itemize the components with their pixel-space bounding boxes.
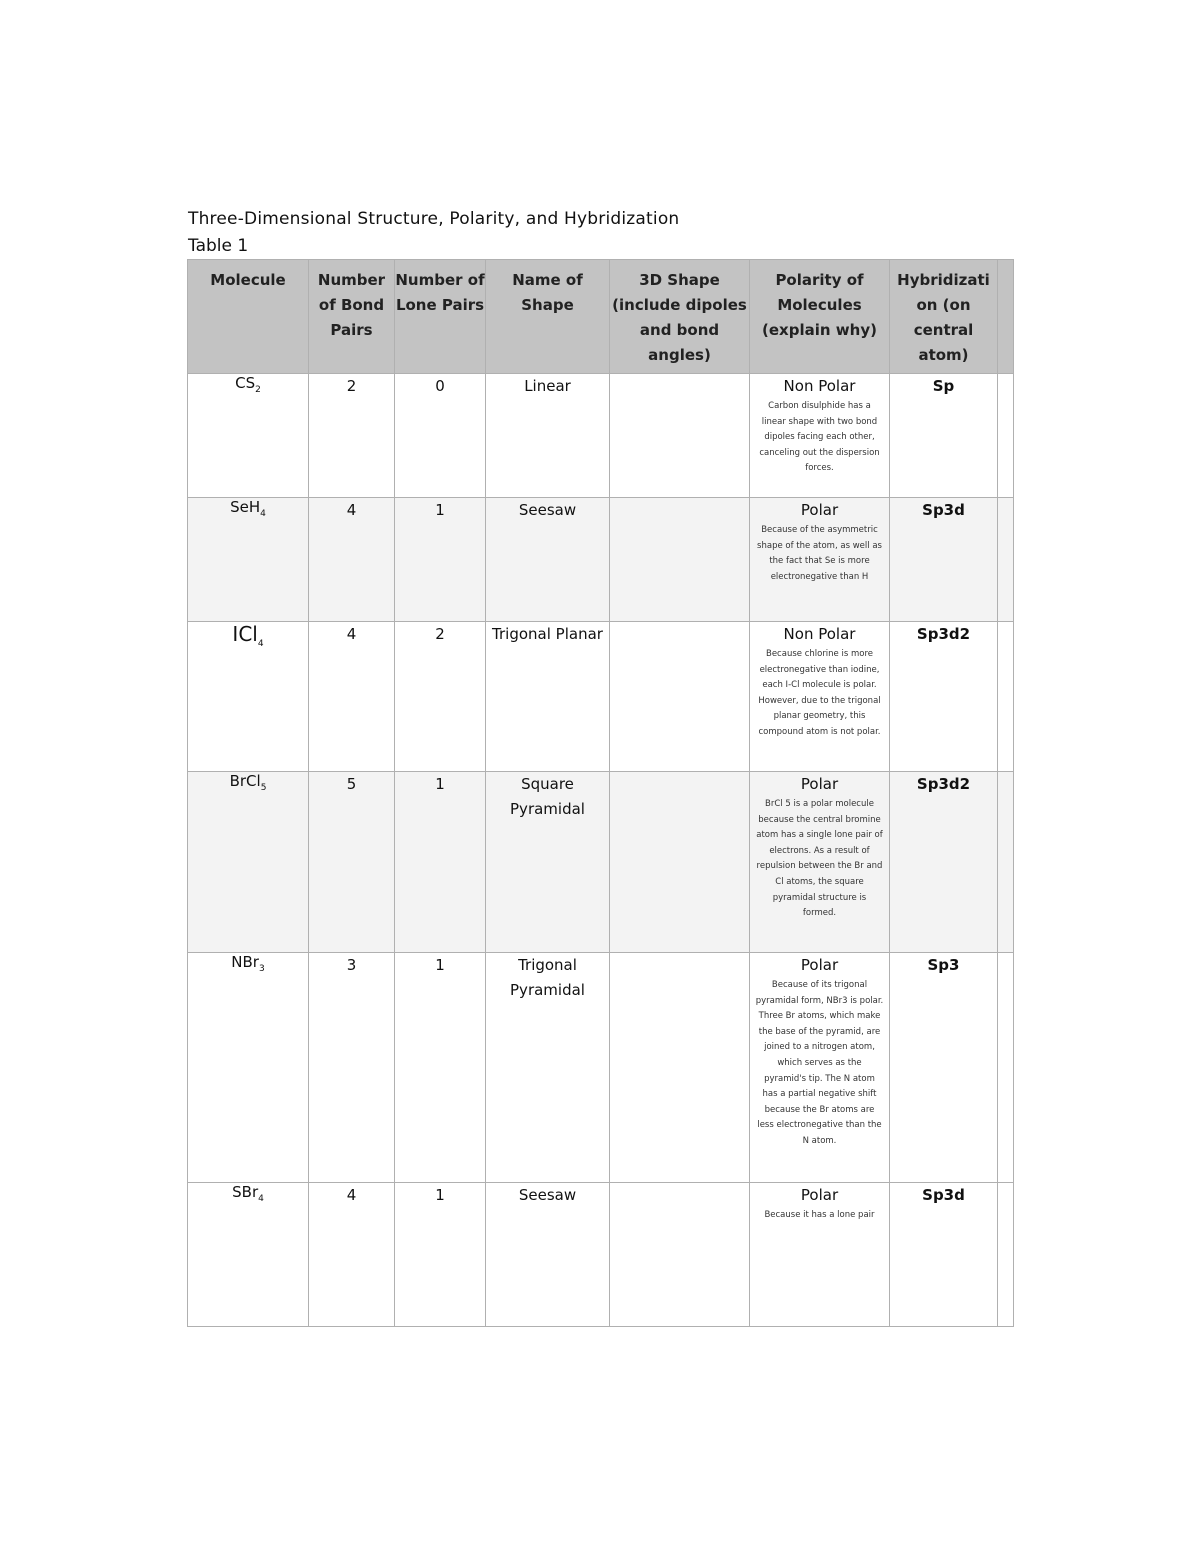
document-title: Three-Dimensional Structure, Polarity, and Hybridization: [188, 209, 680, 229]
molecule-formula: ICl: [232, 622, 258, 646]
structure-table: [187, 259, 1014, 1327]
polarity-label: Non Polar: [783, 377, 856, 395]
lone-pairs-cell: 1: [395, 1183, 486, 1327]
polarity-cell: [750, 772, 890, 953]
lone-pairs-cell: 1: [395, 772, 486, 953]
polarity-explanation: Because of its trigonal pyramidal form, NBr3 is polar. Three Br atoms, which make the base of the pyramid, are joined to a nitrogen atom, which serves as the pyramid's tip. The N atom has a partial negative shift because the Br atoms are less electronegative than the N atom.: [755, 980, 884, 1146]
molecule-formula: SeH: [230, 498, 261, 516]
polarity-cell: [750, 953, 890, 1183]
lone-pairs-cell: 1: [395, 953, 486, 1183]
header-molecule: Molecule: [188, 260, 309, 374]
molecule-formula: CS: [235, 374, 256, 392]
molecule-formula: SBr: [232, 1183, 259, 1201]
molecule-formula: BrCl: [229, 772, 261, 790]
polarity-explanation: Because it has a lone pair: [764, 1210, 875, 1220]
header-polarity: Polarity of Molecules (explain why): [750, 260, 890, 374]
table-label: Table 1: [188, 236, 249, 256]
bond-pairs-cell: 4: [309, 622, 395, 772]
polarity-explanation: Because of the asymmetric shape of the atom, as well as the fact that Se is more electronegative than H: [757, 525, 882, 582]
3d-shape-cell: [610, 1183, 750, 1327]
molecule-formula: NBr: [231, 953, 259, 971]
polarity-explanation: Carbon disulphide has a linear shape with two bond dipoles facing each other, canceling out the dispersion forces.: [759, 401, 880, 474]
bond-pairs-cell: 4: [309, 498, 395, 622]
molecule-cell: [188, 498, 309, 622]
polarity-label: Polar: [800, 1186, 839, 1204]
polarity-explanation: BrCl 5 is a polar molecule because the central bromine atom has a single lone pair of electrons. As a result of repulsion between the Br and Cl atoms, the square pyramidal structure is formed.: [756, 799, 883, 919]
shape-name-cell: Linear: [486, 374, 610, 498]
molecule-subscript: 2: [255, 385, 261, 395]
polarity-cell: [750, 1183, 890, 1327]
polarity-cell: [750, 498, 890, 622]
molecule-cell: [188, 772, 309, 953]
extra-cell: [998, 374, 1014, 498]
shape-name-cell: Trigonal Planar: [486, 622, 610, 772]
molecule-subscript: 5: [260, 783, 267, 793]
lone-pairs-cell: 1: [395, 498, 486, 622]
bond-pairs-cell: 3: [309, 953, 395, 1183]
hybridization-cell: Sp3d2: [890, 772, 998, 953]
table-row: [188, 953, 1014, 1183]
header-hybridization: Hybridizati on (on central atom): [890, 260, 998, 374]
bond-pairs-cell: 2: [309, 374, 395, 498]
shape-name-cell: Seesaw: [486, 498, 610, 622]
table-row: [188, 498, 1014, 622]
molecule-cell: [188, 1183, 309, 1327]
bond-pairs-cell: 4: [309, 1183, 395, 1327]
shape-name-cell: Seesaw: [486, 1183, 610, 1327]
polarity-label: Polar: [800, 956, 839, 974]
molecule-subscript: 4: [258, 1194, 264, 1204]
header-lone-pairs: Number of Lone Pairs: [395, 260, 486, 374]
extra-cell: [998, 772, 1014, 953]
3d-shape-cell: [610, 498, 750, 622]
molecule-subscript: 4: [260, 509, 266, 519]
polarity-explanation: Because chlorine is more electronegative than iodine, each I-Cl molecule is polar. However, due to the trigonal planar geometry, this compound atom is not polar.: [758, 649, 881, 737]
polarity-label: Non Polar: [783, 625, 856, 643]
molecule-subscript: 4: [257, 639, 264, 649]
table-row: [188, 772, 1014, 953]
3d-shape-cell: [610, 772, 750, 953]
3d-shape-cell: [610, 953, 750, 1183]
bond-pairs-cell: 5: [309, 772, 395, 953]
lone-pairs-cell: 2: [395, 622, 486, 772]
table-row: [188, 1183, 1014, 1327]
table-row: [188, 622, 1014, 772]
molecule-subscript: 3: [258, 964, 265, 974]
molecule-cell: [188, 374, 309, 498]
polarity-cell: [750, 622, 890, 772]
extra-cell: [998, 1183, 1014, 1327]
hybridization-cell: Sp: [890, 374, 998, 498]
header-row: [188, 260, 1014, 374]
header-shape-name: Name of Shape: [486, 260, 610, 374]
lone-pairs-cell: 0: [395, 374, 486, 498]
header-3d-shape: 3D Shape (include dipoles and bond angles): [610, 260, 750, 374]
hybridization-cell: Sp3d2: [890, 622, 998, 772]
extra-cell: [998, 498, 1014, 622]
table-row: [188, 374, 1014, 498]
polarity-label: Polar: [800, 501, 839, 519]
shape-name-cell: Trigonal Pyramidal: [486, 953, 610, 1183]
hybridization-cell: Sp3: [890, 953, 998, 1183]
extra-cell: [998, 953, 1014, 1183]
3d-shape-cell: [610, 622, 750, 772]
hybridization-cell: Sp3d: [890, 498, 998, 622]
header-extra-column: [998, 260, 1014, 374]
polarity-label: Polar: [800, 775, 839, 793]
extra-cell: [998, 622, 1014, 772]
shape-name-cell: Square Pyramidal: [486, 772, 610, 953]
polarity-cell: [750, 374, 890, 498]
header-bond-pairs: Number of Bond Pairs: [309, 260, 395, 374]
molecule-cell: [188, 622, 309, 772]
molecule-cell: [188, 953, 309, 1183]
3d-shape-cell: [610, 374, 750, 498]
hybridization-cell: Sp3d: [890, 1183, 998, 1327]
